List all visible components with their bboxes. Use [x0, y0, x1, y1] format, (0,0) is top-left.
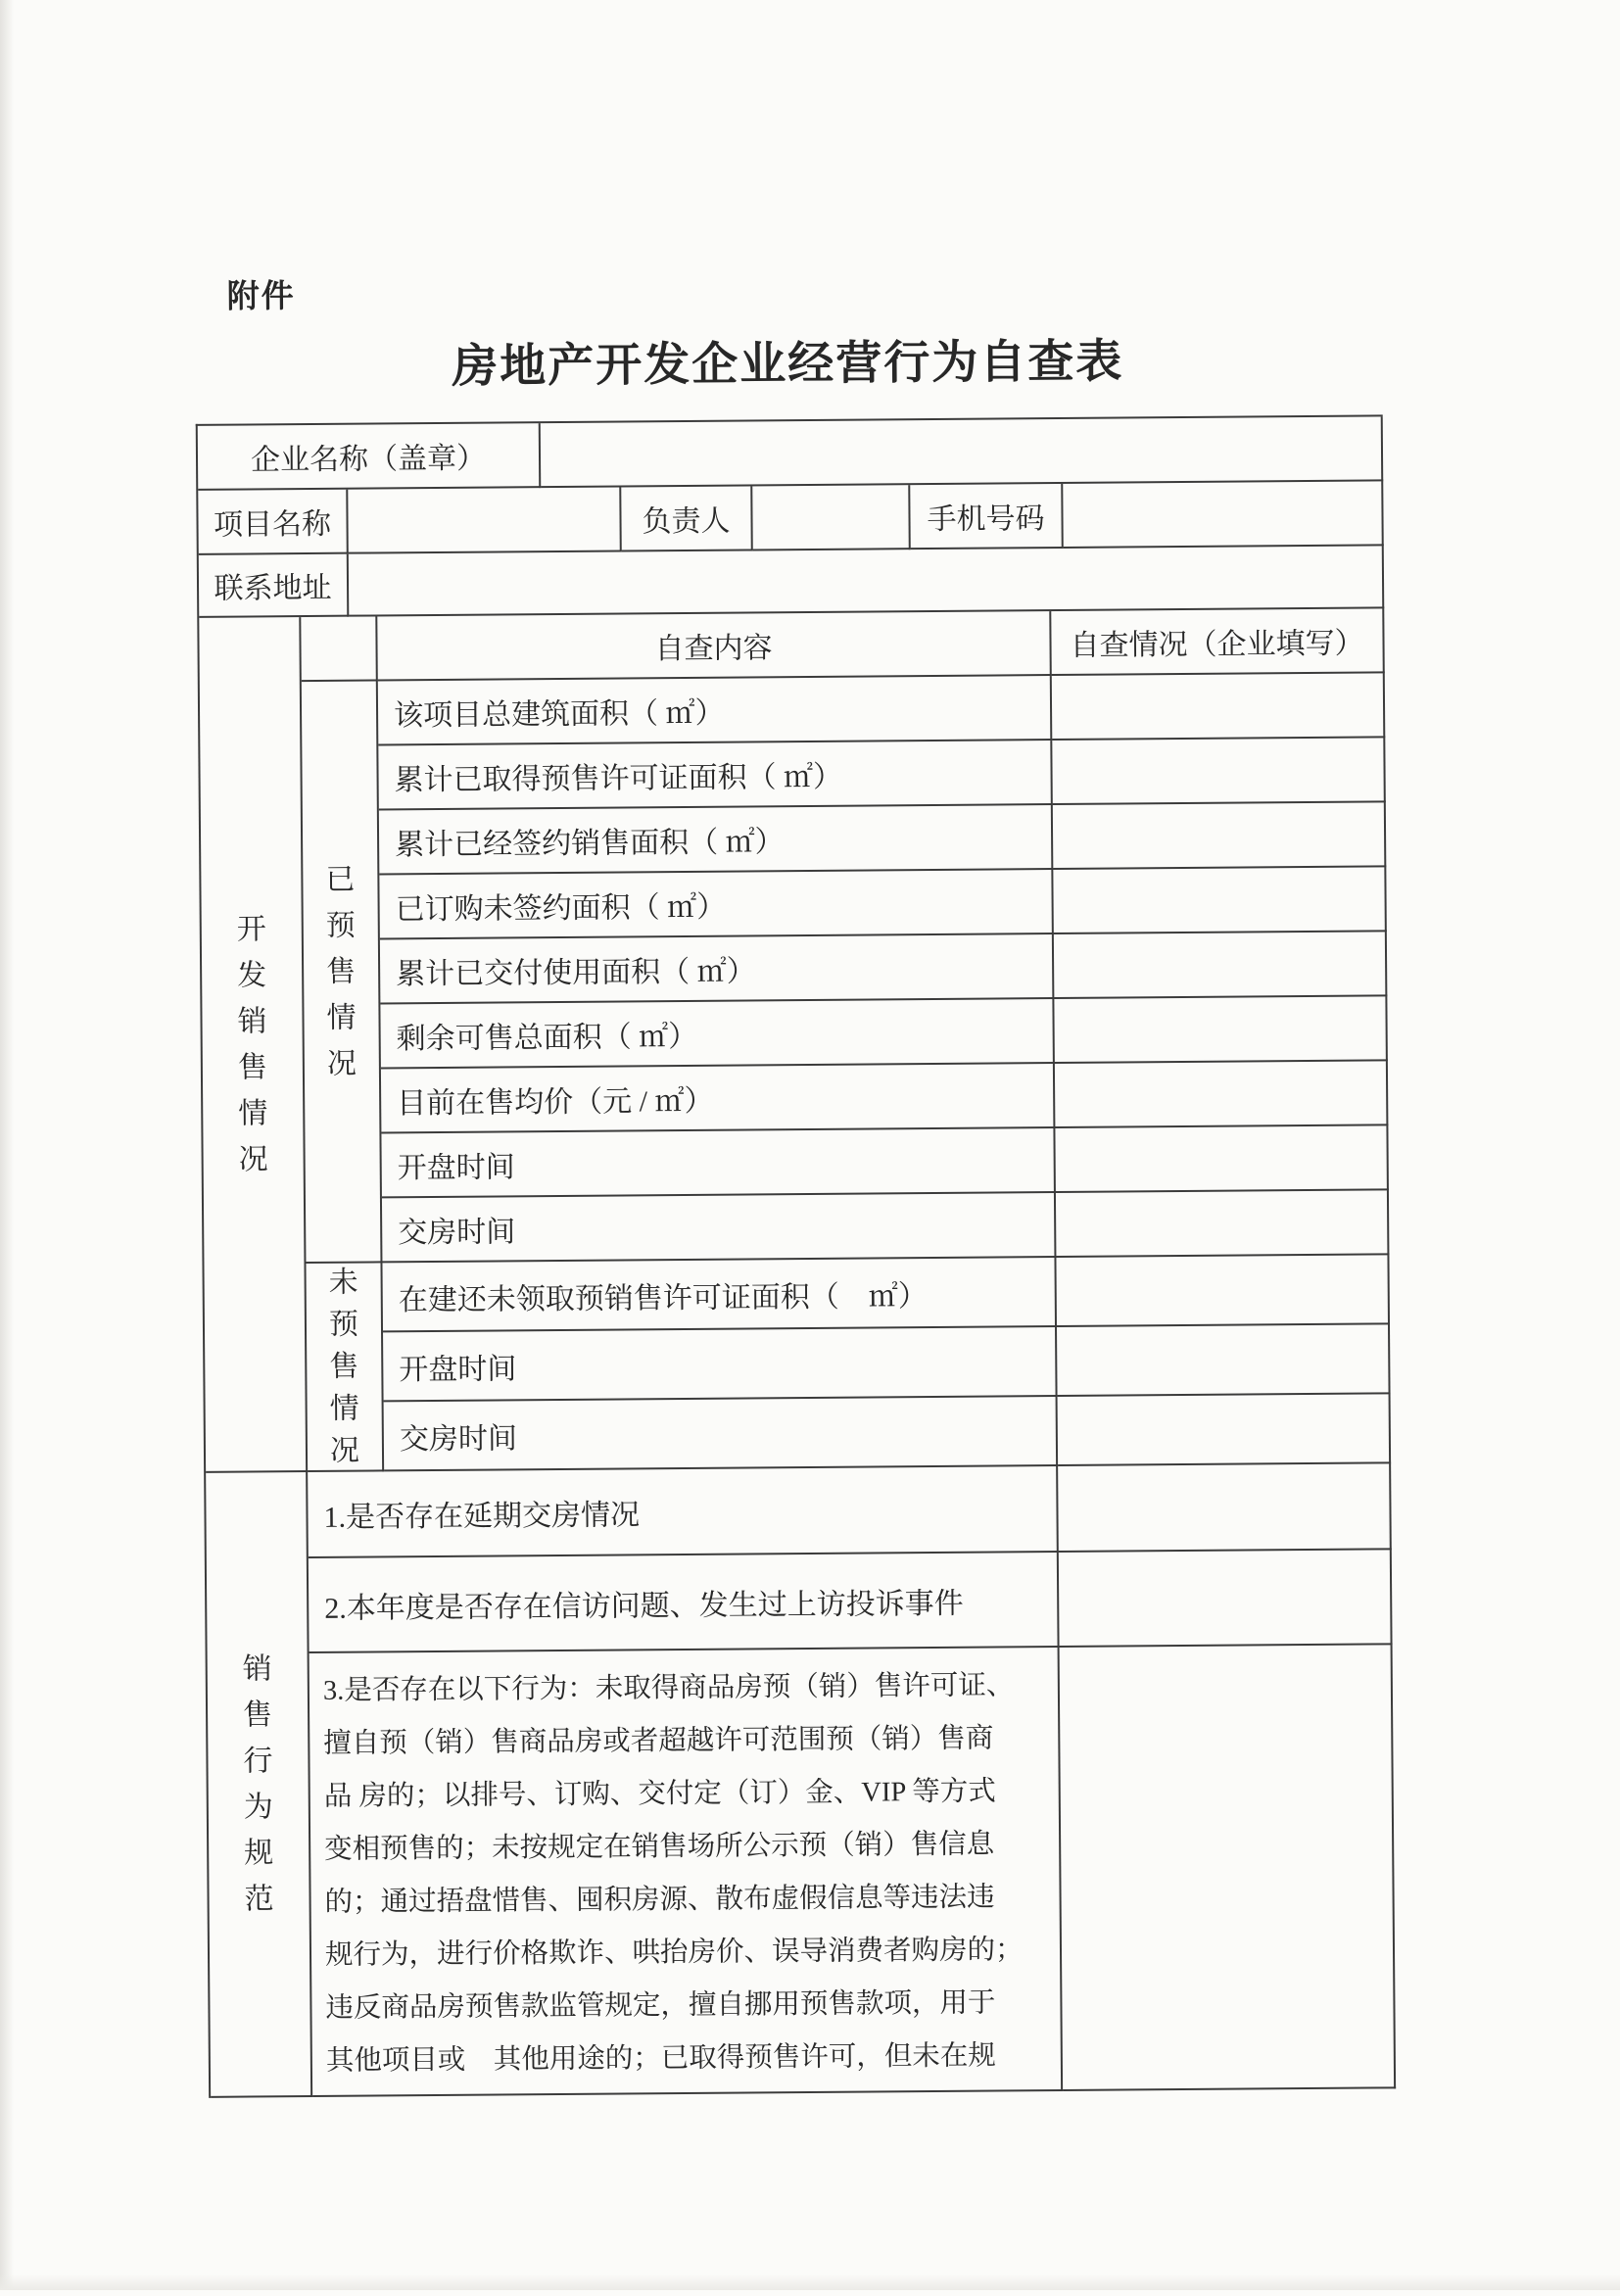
- status-field[interactable]: [1056, 1255, 1390, 1327]
- row-delayed-delivery-question: 1.是否存在延期交房情况: [308, 1466, 1059, 1558]
- status-field[interactable]: [1055, 1061, 1389, 1128]
- status-field[interactable]: [1058, 1394, 1392, 1466]
- subgroup-label-not-presold-text: 未 预 售 情 况: [328, 1266, 360, 1467]
- row-unlicensed-construction-area: 在建还未领取预销售许可证面积（ ㎡）: [382, 1258, 1057, 1332]
- project-info-row: [198, 481, 1383, 555]
- address-label: 联系地址: [199, 554, 349, 618]
- group-label-sales-conduct-text: 销 售 行 为 规 范: [242, 1652, 274, 1916]
- company-name-label: 企业名称（盖章）: [198, 423, 542, 491]
- header-content-label: 自查内容: [377, 611, 1051, 681]
- header-spacer-cell: [301, 616, 378, 682]
- group-label-sales-conduct: [206, 1472, 312, 2098]
- manager-label: 负责人: [621, 486, 753, 551]
- company-name-row: [198, 416, 1383, 491]
- row-ordered-unsigned-area: 已订购未签约面积（ ㎡）: [379, 870, 1053, 939]
- project-name-label: 项目名称: [198, 490, 349, 555]
- development-sales-section: [199, 608, 1391, 1472]
- row-np-delivery-date: 交房时间: [384, 1397, 1059, 1471]
- subgroup-label-not-presold: [306, 1263, 384, 1472]
- group-label-development-sales-text: 开 发 销 售 情 况: [236, 912, 268, 1176]
- subgroup-label-presold: [302, 681, 383, 1264]
- header-status-label: 自查情况（企业填写）: [1051, 608, 1385, 676]
- page-title: 房地产开发企业经营行为自查表: [452, 336, 1124, 393]
- attachment-label: 附件: [226, 279, 296, 315]
- status-field[interactable]: [1054, 996, 1388, 1064]
- subgroup-label-presold-text: 已 预 售 情 况: [325, 863, 357, 1080]
- row-delivery-date: 交房时间: [382, 1193, 1056, 1263]
- status-field[interactable]: [1054, 932, 1388, 999]
- address-row: [199, 546, 1384, 618]
- row-opening-date: 开盘时间: [381, 1128, 1055, 1198]
- row-remaining-sellable-area: 剩余可售总面积（ ㎡）: [380, 999, 1054, 1069]
- row-current-average-price: 目前在售均价（元 / ㎡）: [381, 1064, 1055, 1133]
- status-field[interactable]: [1060, 1645, 1397, 2091]
- company-name-field[interactable]: [541, 416, 1383, 488]
- mobile-field[interactable]: [1063, 481, 1384, 549]
- row-delivered-area: 累计已交付使用面积（ ㎡）: [380, 934, 1054, 1004]
- status-field[interactable]: [1056, 1190, 1390, 1258]
- row-total-floor-area: 该项目总建筑面积（ ㎡）: [378, 676, 1052, 745]
- group-label-development-sales: [199, 617, 308, 1473]
- status-field[interactable]: [1059, 1550, 1393, 1648]
- manager-field[interactable]: [752, 485, 911, 550]
- row-presale-permit-area: 累计已取得预售许可证面积（ ㎡）: [378, 741, 1052, 810]
- status-field[interactable]: [1052, 738, 1386, 805]
- status-field[interactable]: [1057, 1324, 1391, 1397]
- row-np-opening-date: 开盘时间: [383, 1327, 1058, 1402]
- mobile-label: 手机号码: [910, 484, 1064, 550]
- status-field[interactable]: [1053, 867, 1387, 934]
- address-field[interactable]: [349, 546, 1384, 616]
- status-field[interactable]: [1058, 1463, 1392, 1553]
- status-field[interactable]: [1055, 1125, 1389, 1193]
- sales-conduct-section: [206, 1463, 1396, 2097]
- status-field[interactable]: [1052, 673, 1386, 741]
- row-petition-complaint-question: 2.本年度是否存在信访问题、发生过上访投诉事件: [309, 1553, 1060, 1653]
- row-illegal-sales-behaviors-question: 3.是否存在以下行为：未取得商品房预（销）售许可证、 擅自预（销）售商品房或者超越许可范围预（销）售商 品 房的；以排号、订购、交付定（订）金、VIP 等方式 变相预售的；未按规定在销售场所公示预（销）售信息 的；通过捂盘惜售、囤积房源、散布虚假信息等违法违 规行为，进行价格欺诈、哄抬房价、误导消费者购房的； 违反商品房预售款监管规定，擅自挪用预售款项，用于 其他项目或 其他用途的；已取得预售许可，但未在规: [310, 1648, 1064, 2097]
- row-signed-sales-area: 累计已经签约销售面积（ ㎡）: [379, 805, 1053, 875]
- self-inspection-table: [196, 414, 1396, 2097]
- project-name-field[interactable]: [348, 487, 622, 553]
- status-field[interactable]: [1053, 802, 1387, 870]
